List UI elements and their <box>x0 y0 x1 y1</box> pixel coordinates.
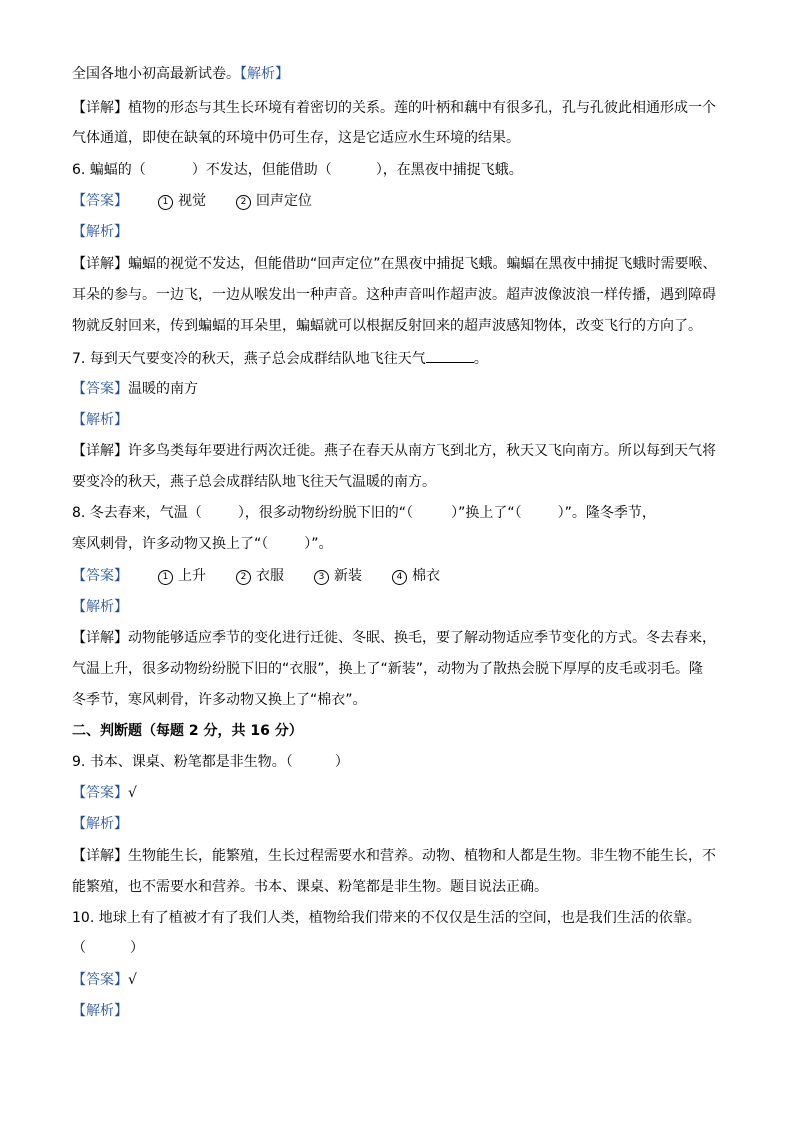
q8-answer-3-text: 新装 <box>334 568 362 584</box>
q6-detail-line-3 <box>72 316 702 336</box>
q6-detail-line-2 <box>72 285 716 305</box>
analysis-label: 【解析】 <box>72 599 128 615</box>
q8-answer-2-num: 2 <box>236 570 251 585</box>
q8-text-part-1: 8. 冬去春来，气温（ <box>72 505 202 521</box>
q6-answer-1-text: 视觉 <box>178 193 206 209</box>
q5-detail-text-1: 植物的形态与其生长环境有着密切的关系。莲的叶柄和藕中有很多孔，孔与孔彼此相通形成一个 <box>128 100 716 116</box>
q8-answer-4 <box>392 568 440 584</box>
q6-answer-1-num: 1 <box>158 195 173 210</box>
q8-question-line-2 <box>72 534 333 554</box>
q6-answer-line <box>72 191 312 211</box>
q8-detail-line-1 <box>72 628 716 648</box>
q9-text: 9. 书本、课桌、粉笔都是非生物。（ <box>72 754 293 770</box>
intro-line <box>72 64 289 84</box>
q6-text-part-1: 6. 蝙蝠的（ <box>72 162 146 178</box>
q8-answer-4-num: 4 <box>392 570 407 585</box>
q9-text-end: ） <box>334 754 349 770</box>
answer-label: 【答案】 <box>72 568 128 584</box>
q8-analysis-line <box>72 597 128 617</box>
detail-label: 【详解】 <box>72 630 128 646</box>
q10-paren-close: ） <box>130 940 144 956</box>
q6-question <box>72 160 523 180</box>
q8-detail-line-2 <box>72 659 703 679</box>
q10-paren-open: （ <box>72 940 86 956</box>
q9-answer: √ <box>128 785 137 801</box>
q10-text: 10. 地球上有了植被才有了我们人类，植物给我们带来的不仅仅是生活的空间，也是我们生活的依靠。 <box>72 910 701 926</box>
q6-answer-2-num: 2 <box>236 195 251 210</box>
answer-label: 【答案】 <box>72 193 128 209</box>
q8-answer-4-text: 棉衣 <box>412 568 440 584</box>
q6-text-part-3: ），在黑夜中捕捉飞蛾。 <box>375 162 523 178</box>
analysis-label: 【解析】 <box>72 224 128 240</box>
q9-detail-line-2 <box>72 877 548 897</box>
q8-text-line2-b: ）”。 <box>304 536 333 552</box>
q8-answer-1-text: 上升 <box>178 568 206 584</box>
q7-analysis-line <box>72 410 128 430</box>
q7-question <box>72 348 488 368</box>
q8-detail-text-2: 气温上升，很多动物纷纷脱下旧的“衣服”，换上了“新装”，动物为了散热会脱下厚厚的皮毛或羽毛。隆 <box>72 661 704 677</box>
q8-answer-2 <box>236 568 284 584</box>
q8-answer-1-num: 1 <box>158 570 173 585</box>
q9-answer-line <box>72 783 137 803</box>
q10-answer-line <box>72 970 137 990</box>
q7-detail-text-2: 要变冷的秋天，燕子总会成群结队地飞往天气温暖的南方。 <box>72 474 436 490</box>
q7-detail-line-2 <box>72 472 436 492</box>
q6-detail-text-1: 蝙蝠的视觉不发达，但能借助“回声定位”在黑夜中捕捉飞蛾。蝙蝠在黑夜中捕捉飞蛾时需要喉、 <box>128 256 717 272</box>
answer-label: 【答案】 <box>72 381 128 397</box>
q8-answer-2-text: 衣服 <box>256 568 284 584</box>
analysis-label: 【解析】 <box>72 1003 128 1019</box>
q5-detail-text-2: 气体通道，即使在缺氧的环境中仍可生存，这是它适应水生环境的结果。 <box>72 130 520 146</box>
q6-detail-text-3: 物就反射回来，传到蝙蝠的耳朵里，蝙蝠就可以根据反射回来的超声波感知物体，改变飞行的方向了。 <box>72 318 702 334</box>
q9-question <box>72 752 349 772</box>
q8-answer-3 <box>314 568 362 584</box>
detail-label: 【详解】 <box>72 100 128 116</box>
q6-answer-1 <box>158 193 206 209</box>
q7-text: 7. 每到天气要变冷的秋天，燕子总会成群结队地飞往天气 <box>72 351 426 367</box>
intro-text: 全国各地小初高最新试卷。 <box>72 66 240 82</box>
q9-detail-text-1: 生物能生长，能繁殖，生长过程需要水和营养。动物、植物和人都是生物。非生物不能生长，不 <box>128 848 716 864</box>
analysis-label: 【解析】 <box>72 816 128 832</box>
answer-label: 【答案】 <box>72 785 128 801</box>
q9-detail-line-1 <box>72 846 716 866</box>
q8-detail-text-1: 动物能够适应季节的变化进行迁徙、冬眠、换毛，要了解动物适应季节变化的方式。冬去春来， <box>128 630 716 646</box>
q8-text-part-4: ）”。隆冬季节， <box>557 505 656 521</box>
q7-detail-line-1 <box>72 441 716 461</box>
analysis-label: 【解析】 <box>240 66 289 82</box>
q9-detail-text-2: 能繁殖，也不需要水和营养。书本、课桌、粉笔都是非生物。题目说法正确。 <box>72 879 548 895</box>
q10-paren-line <box>72 938 144 958</box>
detail-label: 【详解】 <box>72 256 128 272</box>
q7-answer: 温暖的南方 <box>128 381 198 397</box>
detail-label: 【详解】 <box>72 848 128 864</box>
q7-detail-text-1: 许多鸟类每年要进行两次迁徙。燕子在春天从南方飞到北方，秋天又飞向南方。所以每到天气将 <box>128 443 716 459</box>
q8-question-line-1 <box>72 503 656 523</box>
q8-detail-text-3: 冬季节，寒风刺骨，许多动物又换上了“棉衣”。 <box>72 692 367 708</box>
q6-answer-2-text: 回声定位 <box>256 193 312 209</box>
q8-text-part-3: ）”换上了“（ <box>451 505 522 521</box>
q9-analysis-line <box>72 814 128 834</box>
q6-detail-text-2: 耳朵的参与。一边飞，一边从喉发出一种声音。这种声音叫作超声波。超声波像波浪一样传播，遇到障碍 <box>72 287 716 303</box>
q7-blank <box>426 348 474 363</box>
q10-question <box>72 908 701 928</box>
q10-answer: √ <box>128 972 137 988</box>
q5-detail-line-2 <box>72 128 520 148</box>
q8-detail-line-3 <box>72 690 367 710</box>
q6-detail-line-1 <box>72 254 717 274</box>
q6-analysis-line <box>72 222 128 242</box>
q8-text-part-2: ），很多动物纷纷脱下旧的“（ <box>237 505 414 521</box>
answer-label: 【答案】 <box>72 972 128 988</box>
q6-text-part-2: ）不发达，但能借助（ <box>191 162 332 178</box>
q6-answer-2 <box>236 193 312 209</box>
q8-text-line2-a: 寒风刺骨，许多动物又换上了“（ <box>72 536 269 552</box>
q7-text-end: 。 <box>473 351 488 367</box>
q10-analysis-line <box>72 1001 128 1021</box>
detail-label: 【详解】 <box>72 443 128 459</box>
q8-answer-1 <box>158 568 206 584</box>
q8-answer-line <box>72 566 440 586</box>
q8-answer-3-num: 3 <box>314 570 329 585</box>
q5-detail-line-1 <box>72 98 716 118</box>
section-2-title <box>72 721 303 741</box>
q7-answer-line <box>72 379 198 399</box>
section-2-title-text: 二、判断题（每题 2 分，共 16 分） <box>72 723 303 739</box>
analysis-label: 【解析】 <box>72 412 128 428</box>
